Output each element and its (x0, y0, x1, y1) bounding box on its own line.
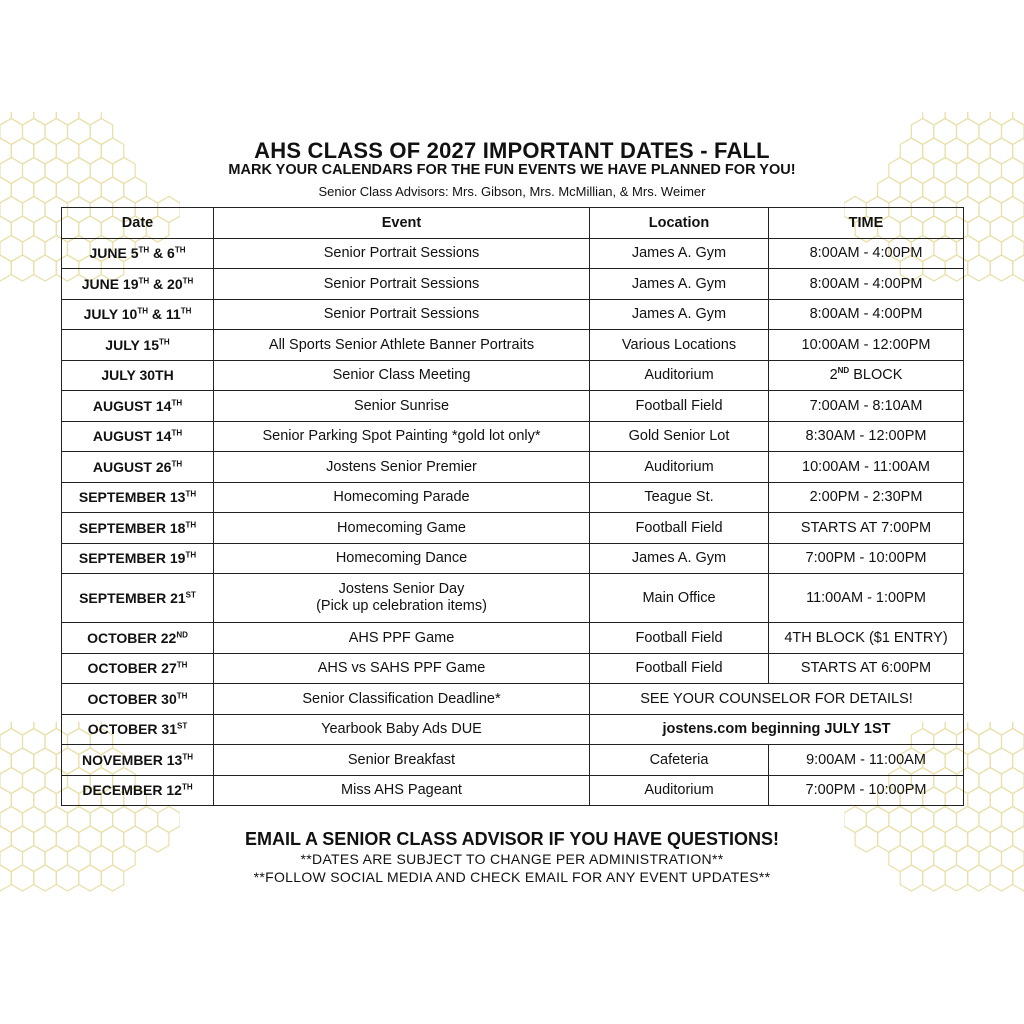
honeycomb-cell (968, 112, 991, 125)
table-header-row (62, 208, 964, 239)
table-row (62, 543, 964, 574)
cell-time: 11:00AM - 1:00PM (769, 574, 964, 623)
table-row (62, 482, 964, 513)
honeycomb-cell (990, 112, 1013, 125)
footer-updates: **FOLLOW SOCIAL MEDIA AND CHECK EMAIL FOR ANY EVENT UPDATES** (253, 869, 771, 885)
cell-event: Senior Portrait Sessions (214, 238, 590, 269)
page-title: AHS CLASS OF 2027 IMPORTANT DATES - FALL (254, 138, 770, 163)
table-row (62, 391, 964, 422)
cell-date: OCTOBER 27TH (62, 653, 214, 684)
cell-event: Yearbook Baby Ads DUE (214, 714, 590, 745)
cell-event: Senior Portrait Sessions (214, 269, 590, 300)
cell-location: Teague St. (590, 482, 769, 513)
table-row (62, 452, 964, 483)
honeycomb-cell (0, 255, 11, 281)
events-table (61, 207, 964, 806)
cell-time: 2ND BLOCK (769, 360, 964, 391)
cell-event: Jostens Senior Day (Pick up celebration items) (214, 574, 590, 623)
honeycomb-cell (34, 255, 57, 281)
cell-time: 8:00AM - 4:00PM (769, 269, 964, 300)
cell-time: 2:00PM - 2:30PM (769, 482, 964, 513)
table-row (62, 299, 964, 330)
table-row (62, 513, 964, 544)
cell-event: Homecoming Dance (214, 543, 590, 574)
cell-date: AUGUST 14TH (62, 421, 214, 452)
cell-location: Football Field (590, 391, 769, 422)
cell-date: SEPTEMBER 21ST (62, 574, 214, 623)
cell-event: Senior Class Meeting (214, 360, 590, 391)
cell-time: 7:00AM - 8:10AM (769, 391, 964, 422)
table-row (62, 360, 964, 391)
honeycomb-cell (0, 112, 11, 125)
cell-event: All Sports Senior Athlete Banner Portraits (214, 330, 590, 361)
cell-time: 8:00AM - 4:00PM (769, 238, 964, 269)
honeycomb-cell (968, 722, 991, 735)
cell-date: SEPTEMBER 19TH (62, 543, 214, 574)
cell-time: 7:00PM - 10:00PM (769, 543, 964, 574)
cell-date: NOVEMBER 13TH (62, 745, 214, 776)
honeycomb-cell (79, 112, 102, 125)
cell-event: Senior Portrait Sessions (214, 299, 590, 330)
footer-contact: EMAIL A SENIOR CLASS ADVISOR IF YOU HAVE QUESTIONS! (244, 829, 780, 849)
footer-disclaimer: **DATES ARE SUBJECT TO CHANGE PER ADMINISTRATION** (300, 851, 724, 867)
honeycomb-cell (56, 112, 79, 125)
cell-location: Football Field (590, 623, 769, 654)
honeycomb-cell (11, 112, 34, 125)
cell-date: OCTOBER 31ST (62, 714, 214, 745)
table-row (62, 330, 964, 361)
header-time: TIME (769, 208, 964, 239)
advisors-line: Senior Class Advisors: Mrs. Gibson, Mrs. McMillian, & Mrs. Weimer (318, 184, 706, 199)
cell-date: SEPTEMBER 18TH (62, 513, 214, 544)
cell-location: Various Locations (590, 330, 769, 361)
cell-event: Senior Classification Deadline* (214, 684, 590, 715)
cell-location-time: jostens.com beginning JULY 1ST (590, 714, 964, 745)
cell-location: James A. Gym (590, 269, 769, 300)
cell-time: 9:00AM - 11:00AM (769, 745, 964, 776)
cell-location-time: SEE YOUR COUNSELOR FOR DETAILS! (590, 684, 964, 715)
cell-date: JUNE 5TH & 6TH (62, 238, 214, 269)
honeycomb-cell (34, 722, 57, 735)
honeycomb-cell (11, 255, 34, 281)
cell-time: 10:00AM - 12:00PM (769, 330, 964, 361)
cell-date: AUGUST 26TH (62, 452, 214, 483)
cell-location: Auditorium (590, 775, 769, 806)
table-row (62, 745, 964, 776)
honeycomb-cell (990, 722, 1013, 735)
honeycomb-cell (923, 112, 946, 125)
table-row (62, 623, 964, 654)
cell-location: Cafeteria (590, 745, 769, 776)
cell-time: 4TH BLOCK ($1 ENTRY) (769, 623, 964, 654)
cell-date: OCTOBER 30TH (62, 684, 214, 715)
honeycomb-cell (34, 112, 57, 125)
cell-event: Senior Breakfast (214, 745, 590, 776)
cell-time: 7:00PM - 10:00PM (769, 775, 964, 806)
table-row (62, 574, 964, 623)
honeycomb-cell (1013, 722, 1024, 735)
honeycomb-cell (0, 722, 11, 735)
cell-event: Senior Sunrise (214, 391, 590, 422)
cell-location: Gold Senior Lot (590, 421, 769, 452)
cell-event: Jostens Senior Premier (214, 452, 590, 483)
cell-date: JULY 30TH (62, 360, 214, 391)
cell-time: 8:00AM - 4:00PM (769, 299, 964, 330)
cell-event: Miss AHS Pageant (214, 775, 590, 806)
cell-event: Homecoming Game (214, 513, 590, 544)
cell-date: SEPTEMBER 13TH (62, 482, 214, 513)
cell-time: STARTS AT 6:00PM (769, 653, 964, 684)
table-row (62, 238, 964, 269)
cell-time: 10:00AM - 11:00AM (769, 452, 964, 483)
cell-location: Football Field (590, 653, 769, 684)
honeycomb-cell (945, 112, 968, 125)
honeycomb-cell (11, 722, 34, 735)
honeycomb-cell (990, 255, 1013, 281)
cell-date: AUGUST 14TH (62, 391, 214, 422)
cell-event: Senior Parking Spot Painting *gold lot only* (214, 421, 590, 452)
cell-date: JULY 15TH (62, 330, 214, 361)
cell-location: James A. Gym (590, 543, 769, 574)
cell-location: Auditorium (590, 360, 769, 391)
cell-location: Football Field (590, 513, 769, 544)
cell-date: OCTOBER 22ND (62, 623, 214, 654)
cell-event: AHS vs SAHS PPF Game (214, 653, 590, 684)
table-row (62, 684, 964, 715)
table-row (62, 653, 964, 684)
table-row (62, 421, 964, 452)
header-event: Event (214, 208, 590, 239)
cell-date: DECEMBER 12TH (62, 775, 214, 806)
table-row (62, 775, 964, 806)
header-location: Location (590, 208, 769, 239)
cell-location: Auditorium (590, 452, 769, 483)
cell-event: AHS PPF Game (214, 623, 590, 654)
honeycomb-cell (968, 255, 991, 281)
cell-date: JUNE 19TH & 20TH (62, 269, 214, 300)
honeycomb-cell (1013, 255, 1024, 281)
cell-location: Main Office (590, 574, 769, 623)
header-date: Date (62, 208, 214, 239)
cell-date: JULY 10TH & 11TH (62, 299, 214, 330)
page-subtitle: MARK YOUR CALENDARS FOR THE FUN EVENTS WE HAVE PLANNED FOR YOU! (228, 162, 796, 178)
cell-event: Homecoming Parade (214, 482, 590, 513)
table-row (62, 714, 964, 745)
table-row (62, 269, 964, 300)
cell-location: James A. Gym (590, 238, 769, 269)
cell-time: 8:30AM - 12:00PM (769, 421, 964, 452)
honeycomb-cell (1013, 112, 1024, 125)
cell-location: James A. Gym (590, 299, 769, 330)
cell-time: STARTS AT 7:00PM (769, 513, 964, 544)
